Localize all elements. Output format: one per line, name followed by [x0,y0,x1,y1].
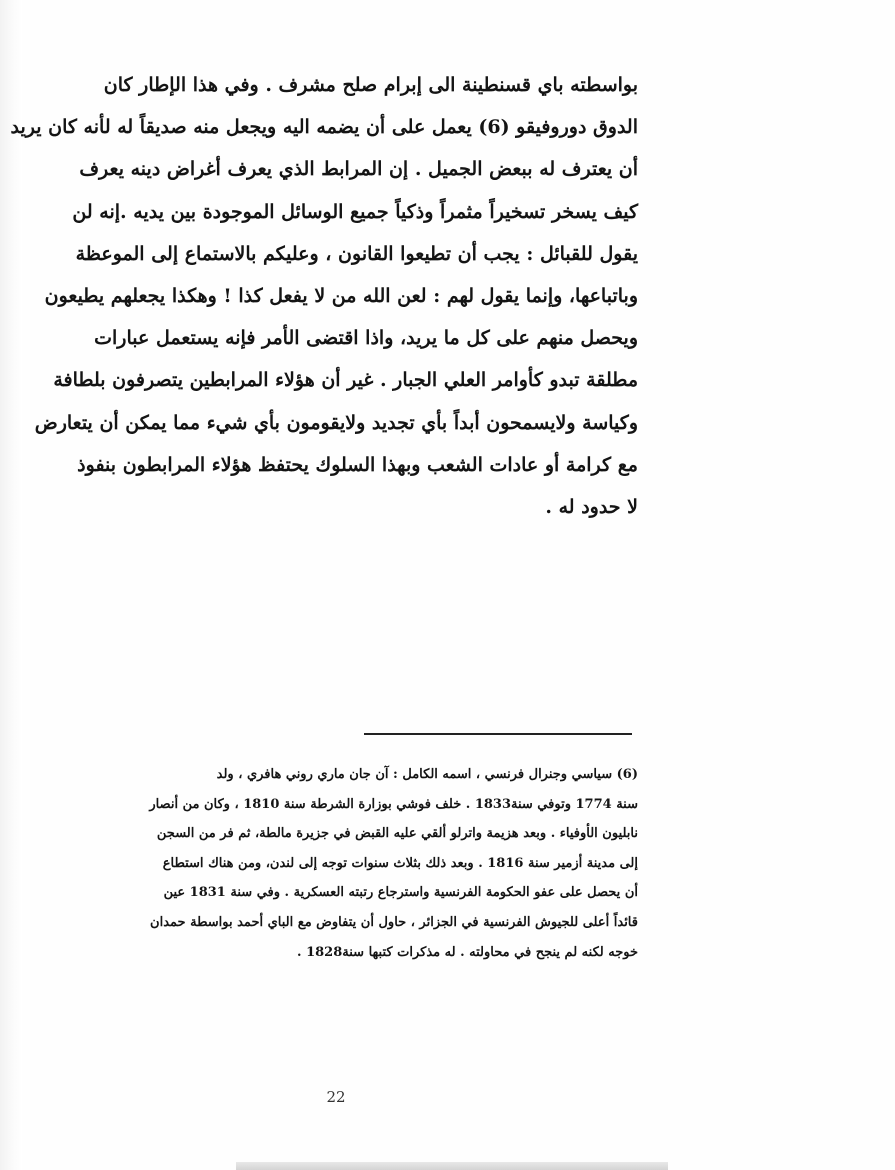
body-line: مع كرامة أو عادات الشعب وبهذا السلوك يحتفظ هؤلاء المرابطون بنفوذ [77,453,638,476]
footnote-line: إلى مدينة أزمير سنة 1816 . وبعد ذلك بثلاث سنوات توجه إلى لندن، ومن هناك استطاع [162,855,638,871]
body-line: أن يعترف له ببعض الجميل . إن المرابط الذي يعرف أغراض دينه يعرف [79,158,638,181]
body-line: بواسطته باي قسنطينة الى إبرام صلح مشرف . وفي هذا الإطار كان [103,74,638,96]
page-bottom-edge [236,1162,668,1170]
footnote [149,760,638,967]
page-number: 22 [326,1088,346,1106]
body-line: مطلقة تبدو كأوامر العلي الجبار . غير أن هؤلاء المرابطين يتصرفون بلطافة [53,369,638,392]
body-line: ويحصل منهم على كل ما يريد، واذا اقتضى الأمر فإنه يستعمل عبارات [94,327,638,350]
footnote-line: نابليون الأوفياء . وبعد هزيمة واترلو ألقي عليه القبض في جزيرة مالطة، ثم فر من السجن [156,826,638,842]
body-line: وكياسة ولايسمحون أبداً بأي تجديد ولايقومون بأي شيء مما يمكن أن يتعارض [34,411,638,434]
body-text [10,64,638,528]
body-line: يقول للقبائل : يجب أن تطيعوا القانون ، وعليكم بالاستماع إلى الموعظة [75,242,638,265]
footnote-line: أن يحصل على عفو الحكومة الفرنسية واسترجاع رتبته العسكرية . وفي سنة 1831 عين [163,885,638,901]
body-line: كيف يسخر تسخيراً مثمراً وذكياً جميع الوسائل الموجودة بين يديه .إنه لن [72,200,638,223]
footnote-line: قائداً أعلى للجيوش الفرنسية في الجزائر ، حاول أن يتفاوض مع الباي أحمد بواسطة حمدان [150,914,638,930]
footnote-line: سنة 1774 وتوفي سنة1833 . خلف فوشي بوزارة الشرطة سنة 1810 ، وكان من أنصار [149,796,638,812]
body-line: الدوق دوروفيقو (6) يعمل على أن يضمه اليه ويجعل منه صديقاً له لأنه كان يريد [10,116,638,139]
footnote-line: خوجه لكنه لم ينجح في محاولته . له مذكرات كتبها سنة1828 . [297,944,638,960]
body-line: وباتباعها، وإنما يقول لهم : لعن الله من لا يفعل كذا ! وهكذا يجعلهم يطيعون [44,284,638,307]
footnote-line: (6) سياسي وجنرال فرنسي ، اسمه الكامل : آن جان ماري روني هافري ، ولد [216,767,638,782]
footnote-separator [364,733,632,735]
body-line: لا حدود له . [545,495,638,518]
